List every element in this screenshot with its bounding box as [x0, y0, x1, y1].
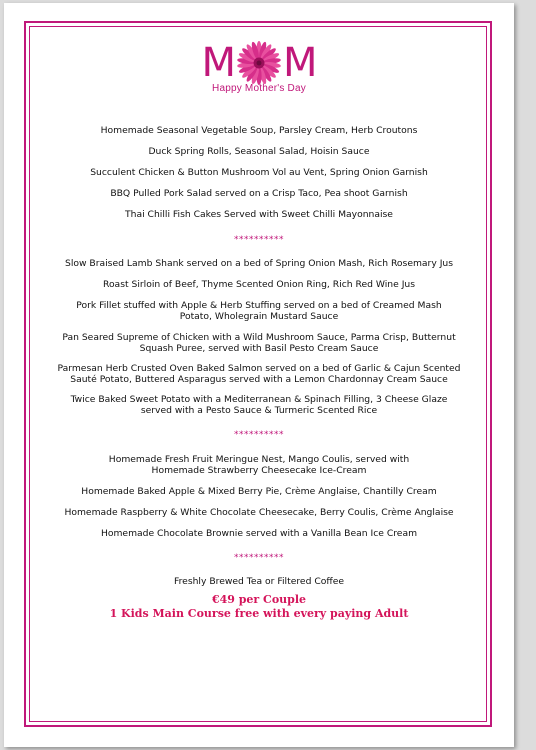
drinks-line: Freshly Brewed Tea or Filtered Coffee: [173, 576, 344, 587]
menu-item: Homemade Seasonal Vegetable Soup, Parsley Cream, Herb Croutons: [100, 125, 418, 136]
section-separator: **********: [234, 430, 284, 440]
menu-item: Succulent Chicken & Button Mushroom Vol au Vent, Spring Onion Garnish: [90, 167, 428, 178]
menu-item: Pan Seared Supreme of Chicken with a Wild Mushroom Sauce, Parma Crisp, Butternut Squash Puree, served with Basil Pesto Cream Sauce: [62, 332, 456, 354]
menu-item: Roast Sirloin of Beef, Thyme Scented Onion Ring, Rich Red Wine Jus: [102, 279, 416, 290]
menu-content: [34, 125, 484, 621]
mains-section: [34, 258, 484, 416]
menu-item: Duck Spring Rolls, Seasonal Salad, Hoisin Sauce: [148, 146, 370, 157]
menu-item: Homemade Fresh Fruit Meringue Nest, Mango Coulis, served with Homemade Strawberry Cheesecake Ice-Cream: [108, 454, 410, 476]
starters-section: [34, 125, 484, 220]
logo-letter-m-right: M: [283, 40, 317, 86]
desserts-section: [34, 454, 484, 539]
menu-item: Slow Braised Lamb Shank served on a bed of Spring Onion Mash, Rich Rosemary Jus: [64, 258, 454, 269]
section-separator: **********: [234, 235, 284, 245]
menu-item: Parmesan Herb Crusted Oven Baked Salmon served on a bed of Garlic & Cajun Scented Sauté Potato, Buttered Asparagus served with a Lemon Chardonnay Cream Sauce: [57, 363, 461, 385]
menu-item: BBQ Pulled Pork Salad served on a Crisp Taco, Pea shoot Garnish: [110, 188, 408, 199]
menu-item: Thai Chilli Fish Cakes Served with Sweet Chilli Mayonnaise: [125, 209, 393, 220]
daisy-flower-icon: [236, 40, 282, 86]
logo-word: [201, 39, 316, 87]
menu-item: Homemade Baked Apple & Mixed Berry Pie, Crème Anglaise, Chantilly Cream: [81, 486, 437, 497]
menu-item: Pork Fillet stuffed with Apple & Herb Stuffing served on a bed of Creamed Mash Potato, Wholegrain Mustard Sauce: [76, 300, 442, 322]
kids-offer-line: 1 Kids Main Course free with every paying Adult: [109, 607, 409, 620]
document-page: [4, 3, 514, 747]
logo-letter-m-left: M: [201, 40, 235, 86]
logo-tagline: Happy Mother's Day: [212, 83, 306, 94]
section-separator: **********: [234, 553, 284, 563]
menu-item: Homemade Chocolate Brownie served with a Vanilla Bean Ice Cream: [100, 528, 418, 539]
price-line: €49 per Couple: [211, 593, 307, 606]
menu-item: Twice Baked Sweet Potato with a Mediterranean & Spinach Filling, 3 Cheese Glaze served with a Pesto Sauce & Turmeric Scented Rice: [70, 394, 448, 416]
mothers-day-logo: [4, 39, 514, 94]
menu-item: Homemade Raspberry & White Chocolate Cheesecake, Berry Coulis, Crème Anglaise: [64, 507, 454, 518]
